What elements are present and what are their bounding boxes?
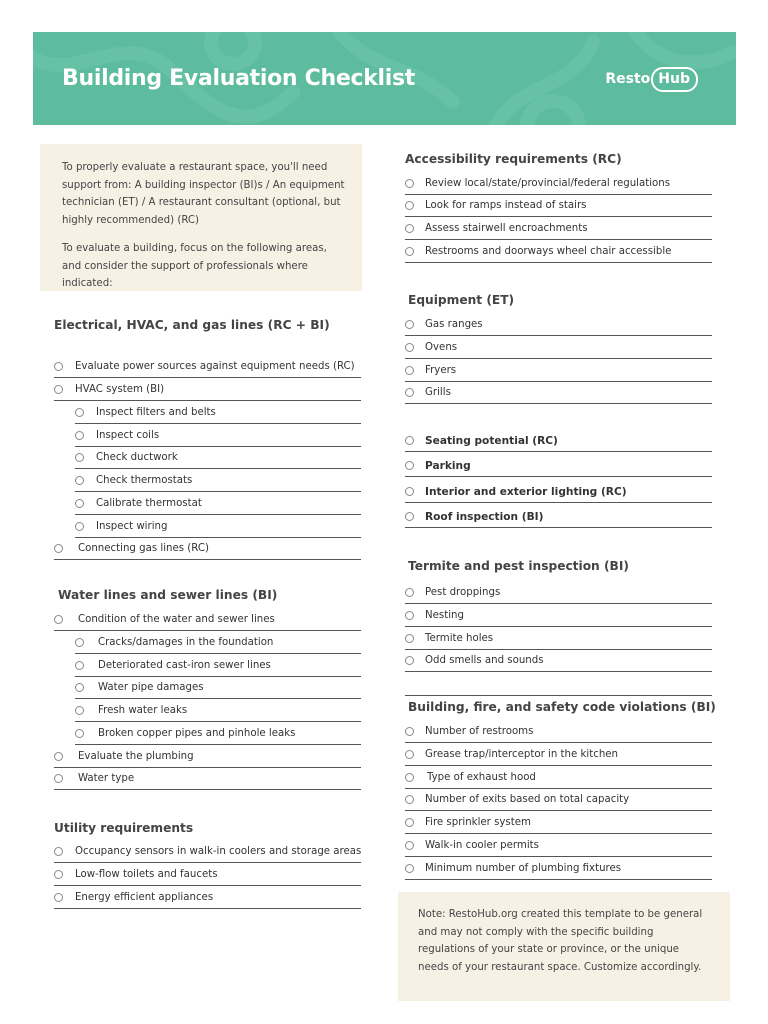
checklist-subitem[interactable]: Calibrate thermostat <box>75 495 361 515</box>
checklist-item[interactable]: Fryers <box>405 362 712 382</box>
checkbox-circle-icon[interactable] <box>75 729 84 738</box>
checklist-item[interactable]: Number of exits based on total capacity <box>405 791 712 811</box>
logo-text-resto: Resto <box>605 71 651 87</box>
checklist-subitem[interactable]: Inspect coils <box>75 427 361 447</box>
section-title-electrical: Electrical, HVAC, and gas lines (RC + BI) <box>54 318 330 332</box>
checkbox-circle-icon[interactable] <box>405 588 414 597</box>
checkbox-circle-icon[interactable] <box>54 870 63 879</box>
checkbox-circle-icon[interactable] <box>405 224 414 233</box>
checkbox-circle-icon[interactable] <box>54 385 63 394</box>
checkbox-circle-icon[interactable] <box>75 706 84 715</box>
checkbox-circle-icon[interactable] <box>405 727 414 736</box>
checkbox-circle-icon[interactable] <box>405 611 414 620</box>
checkbox-circle-icon[interactable] <box>405 247 414 256</box>
checkbox-circle-icon[interactable] <box>405 320 414 329</box>
checklist-item[interactable]: Ovens <box>405 339 712 359</box>
intro-paragraph-2: To evaluate a building, focus on the following areas, and consider the support of professionals where indicated: <box>62 243 327 289</box>
checkbox-circle-icon[interactable] <box>405 343 414 352</box>
checkbox-circle-icon[interactable] <box>405 179 414 188</box>
checkbox-circle-icon[interactable] <box>54 847 63 856</box>
checklist-item[interactable]: Energy efficient appliances <box>54 889 361 909</box>
checklist-item[interactable]: Grease trap/interceptor in the kitchen <box>405 746 712 766</box>
checklist-item-parking[interactable]: Parking <box>405 457 712 477</box>
checklist-item[interactable]: Minimum number of plumbing fixtures <box>405 860 712 880</box>
checklist-subitem[interactable]: Check ductwork <box>75 449 361 469</box>
checklist-subitem[interactable]: Inspect filters and belts <box>75 404 361 424</box>
checkbox-circle-icon[interactable] <box>405 773 414 782</box>
checklist-subitem[interactable]: Broken copper pipes and pinhole leaks <box>75 725 361 745</box>
intro-box <box>40 144 362 291</box>
checklist-item[interactable]: Fire sprinkler system <box>405 814 712 834</box>
section-title-equipment: Equipment (ET) <box>408 293 515 307</box>
checklist-item[interactable]: Condition of the water and sewer lines <box>54 611 361 631</box>
checkbox-circle-icon[interactable] <box>54 615 63 624</box>
checkbox-circle-icon[interactable] <box>405 750 414 759</box>
checklist-item[interactable]: Nesting <box>405 607 712 627</box>
checklist-item-lighting[interactable]: Interior and exterior lighting (RC) <box>405 483 712 503</box>
section-title-utility: Utility requirements <box>54 821 194 835</box>
note-box <box>398 892 730 1001</box>
checkbox-circle-icon[interactable] <box>405 864 414 873</box>
checkbox-circle-icon[interactable] <box>75 499 84 508</box>
checklist-item[interactable]: Low-flow toilets and faucets <box>54 866 361 886</box>
checkbox-circle-icon[interactable] <box>54 774 63 783</box>
checklist-item[interactable]: Evaluate power sources against equipment needs (RC) <box>54 358 361 378</box>
checkbox-circle-icon[interactable] <box>405 818 414 827</box>
checklist-item[interactable]: Odd smells and sounds <box>405 652 712 672</box>
checkbox-circle-icon[interactable] <box>405 656 414 665</box>
checklist-item[interactable]: Review local/state/provincial/federal regulations <box>405 175 712 195</box>
checkbox-circle-icon[interactable] <box>54 752 63 761</box>
checkbox-circle-icon[interactable] <box>405 634 414 643</box>
checkbox-circle-icon[interactable] <box>54 362 63 371</box>
checklist-item[interactable]: Restrooms and doorways wheel chair accessible <box>405 243 712 263</box>
checklist-item[interactable]: Grills <box>405 384 712 404</box>
checkbox-circle-icon[interactable] <box>54 544 63 553</box>
checklist-item[interactable]: Termite holes <box>405 630 712 650</box>
checklist-subitem[interactable]: Cracks/damages in the foundation <box>75 634 361 654</box>
checklist-item[interactable]: Pest droppings <box>405 584 712 604</box>
checkbox-circle-icon[interactable] <box>405 366 414 375</box>
logo-text-hub: Hub <box>651 67 698 92</box>
checkbox-circle-icon[interactable] <box>405 201 414 210</box>
checkbox-circle-icon[interactable] <box>75 408 84 417</box>
checkbox-circle-icon[interactable] <box>405 436 414 445</box>
checklist-item[interactable]: Gas ranges <box>405 316 712 336</box>
checklist-item[interactable]: Type of exhaust hood <box>405 769 712 789</box>
checkbox-circle-icon[interactable] <box>75 638 84 647</box>
checkbox-circle-icon[interactable] <box>75 683 84 692</box>
checklist-item-seating[interactable]: Seating potential (RC) <box>405 432 712 452</box>
checklist-subitem[interactable]: Water pipe damages <box>75 679 361 699</box>
header-banner <box>33 32 736 125</box>
checklist-item[interactable]: Evaluate the plumbing <box>54 748 361 768</box>
intro-paragraph-1: To properly evaluate a restaurant space, you'll need support from: A building inspector (BI)s / An equipment technician (ET) / A restaurant consultant (optional, but highly recommended) (RC) <box>62 162 345 226</box>
checklist-item[interactable]: Water type <box>54 770 361 790</box>
checklist-subitem[interactable]: Deteriorated cast-iron sewer lines <box>75 657 361 677</box>
checkbox-circle-icon[interactable] <box>405 388 414 397</box>
checkbox-circle-icon[interactable] <box>75 431 84 440</box>
checklist-item[interactable]: Assess stairwell encroachments <box>405 220 712 240</box>
checklist-subitem[interactable]: Check thermostats <box>75 472 361 492</box>
checkbox-circle-icon[interactable] <box>405 841 414 850</box>
checkbox-circle-icon[interactable] <box>405 461 414 470</box>
checkbox-circle-icon[interactable] <box>75 476 84 485</box>
page-title: Building Evaluation Checklist <box>62 66 416 91</box>
checklist-item[interactable]: Connecting gas lines (RC) <box>54 540 361 560</box>
checkbox-circle-icon[interactable] <box>405 795 414 804</box>
divider-line <box>405 695 712 696</box>
section-title-accessibility: Accessibility requirements (RC) <box>405 152 622 166</box>
note-text: Note: RestoHub.org created this template to be general and may not comply with the specific building regulations of your state or province, or the unique needs of your restaurant space. Customize accordingly. <box>418 909 703 973</box>
restohub-logo <box>605 67 698 91</box>
checkbox-circle-icon[interactable] <box>75 522 84 531</box>
checklist-item[interactable]: Walk-in cooler permits <box>405 837 712 857</box>
section-title-code-violations: Building, fire, and safety code violations (BI) <box>408 700 716 714</box>
checkbox-circle-icon[interactable] <box>54 893 63 902</box>
checklist-item[interactable]: Number of restrooms <box>405 723 712 743</box>
checkbox-circle-icon[interactable] <box>405 512 414 521</box>
section-title-water: Water lines and sewer lines (BI) <box>58 588 278 602</box>
checklist-item-roof[interactable]: Roof inspection (BI) <box>405 508 712 528</box>
checkbox-circle-icon[interactable] <box>75 453 84 462</box>
checklist-subitem[interactable]: Fresh water leaks <box>75 702 361 722</box>
checkbox-circle-icon[interactable] <box>405 487 414 496</box>
checklist-item[interactable]: HVAC system (BI) <box>54 381 361 401</box>
checklist-item[interactable]: Look for ramps instead of stairs <box>405 197 712 217</box>
checkbox-circle-icon[interactable] <box>75 661 84 670</box>
section-title-termite: Termite and pest inspection (BI) <box>408 559 629 573</box>
checklist-subitem[interactable]: Inspect wiring <box>75 518 361 538</box>
checklist-item[interactable]: Occupancy sensors in walk-in coolers and storage areas <box>54 843 361 863</box>
